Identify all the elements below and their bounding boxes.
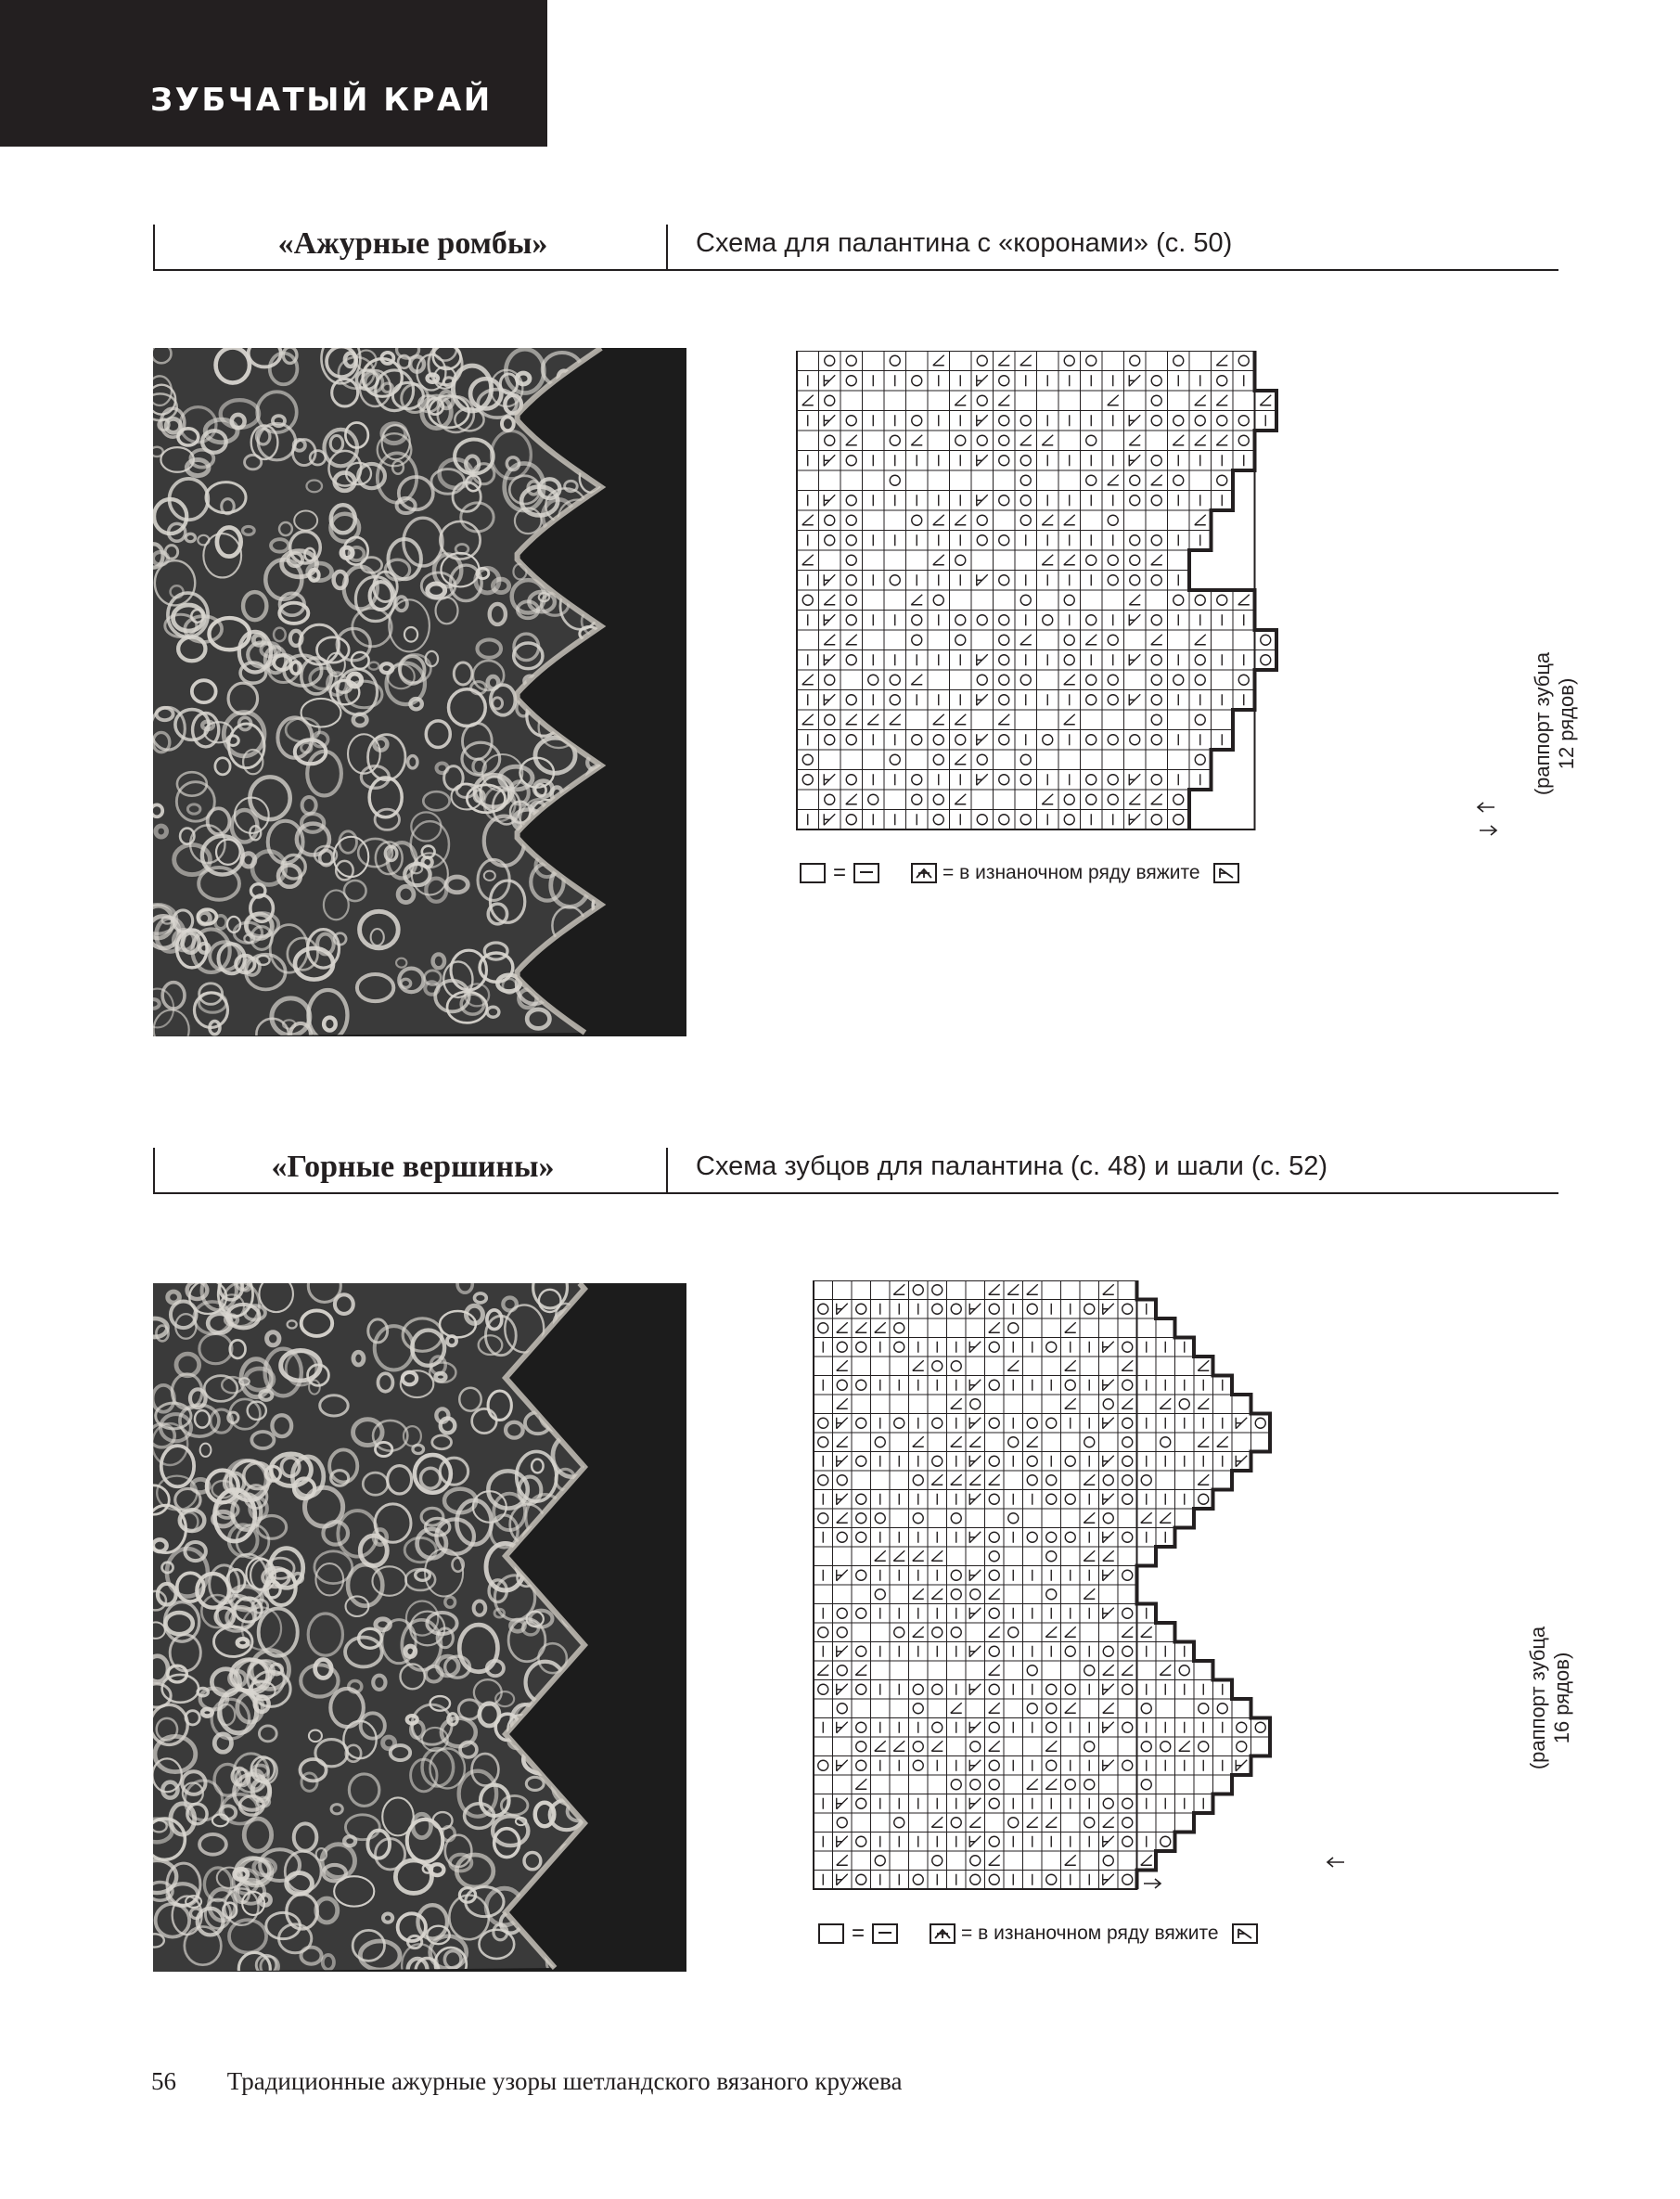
legend-text-1: = в изнаночном ряду вяжите xyxy=(943,862,1200,883)
lace-photo-2 xyxy=(153,1283,686,1972)
repeat-note-2: (раппорт зубца 16 рядов) xyxy=(1526,1626,1573,1770)
double-decrease-icon xyxy=(930,1923,955,1944)
pattern-header-2 xyxy=(153,1148,1558,1194)
legend-text-2: = в изнаночном ряду вяжите xyxy=(961,1923,1219,1944)
repeat-note-1: (раппорт зубца 12 рядов) xyxy=(1531,651,1578,796)
chart-legend-1: = = в изнаночном ряду вяжите xyxy=(800,860,1239,886)
pattern-subtitle-1: Схема для палантина с «коронами» (с. 50) xyxy=(696,228,1233,258)
pattern-header-1 xyxy=(153,225,1558,271)
chart-legend-2: = = в изнаночном ряду вяжите xyxy=(818,1921,1258,1947)
lace-photo-1 xyxy=(153,348,686,1036)
purl-decrease-icon xyxy=(1232,1923,1258,1944)
page-footer xyxy=(151,2067,902,2096)
double-decrease-icon xyxy=(911,863,937,883)
dash-cell-icon xyxy=(872,1923,898,1944)
section-title: ЗУБЧАТЫЙ КРАЙ xyxy=(150,82,493,119)
purl-decrease-icon xyxy=(1213,863,1239,883)
section-tab xyxy=(0,0,547,147)
book-title: Традиционные ажурные узоры шетландского вязаного кружева xyxy=(226,2067,903,2095)
pattern-subtitle-2: Схема зубцов для палантина (с. 48) и шали (с. 52) xyxy=(696,1151,1328,1181)
knitting-chart-1 xyxy=(793,351,1526,847)
empty-cell-icon xyxy=(800,863,826,883)
page-number: 56 xyxy=(151,2067,176,2095)
knitting-chart-2 xyxy=(812,1280,1535,1897)
pattern-title-1: «Ажурные ромбы» xyxy=(277,226,548,261)
empty-cell-icon xyxy=(818,1923,844,1944)
dash-cell-icon xyxy=(853,863,879,883)
pattern-title-2: «Горные вершины» xyxy=(271,1150,555,1184)
